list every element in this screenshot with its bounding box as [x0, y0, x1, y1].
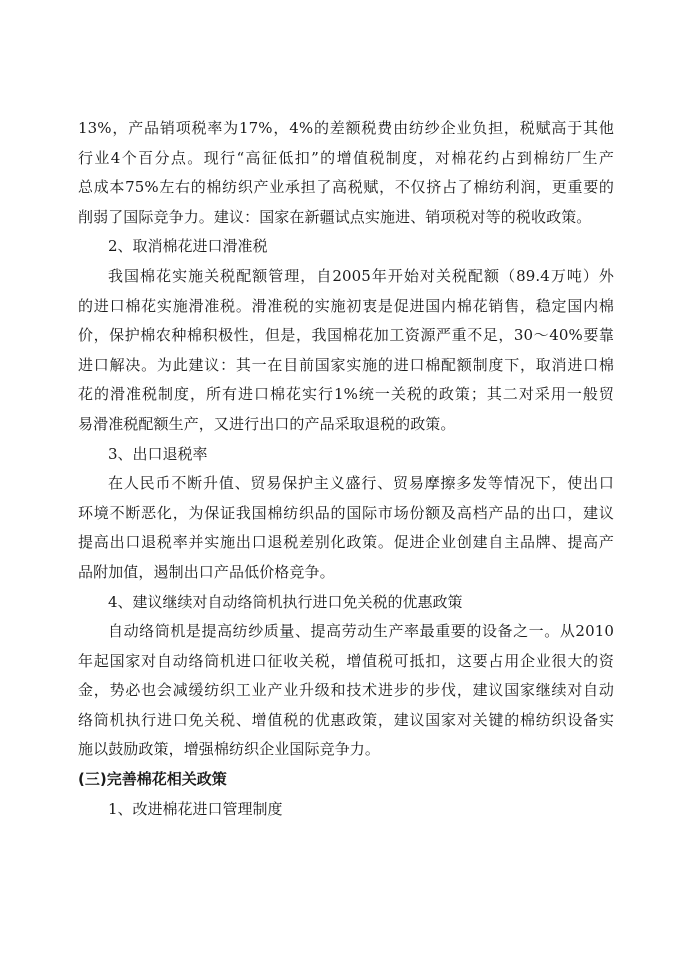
subsection-heading: 3、出口退税率: [108, 444, 208, 463]
subsection-heading: 2、取消棉花进口滑准税: [108, 237, 268, 256]
paragraph-line: 的进口棉花实施滑准税。滑准税的实施初衷是促进国内棉花销售，稳定国内棉: [78, 296, 614, 315]
paragraph-line: 环境不断恶化，为保证我国棉纺织品的国际市场份额及高档产品的出口，建议: [78, 503, 614, 522]
paragraph-last-line: 施以鼓励政策，增强棉纺织企业国际竞争力。: [78, 740, 381, 759]
paragraph-line: 花的滑准税制度，所有进口棉花实行1%统一关税的政策；其二对采用一般贸: [78, 385, 614, 404]
document-body: [78, 114, 614, 824]
paragraph-line: 价，保护棉农种棉积极性，但是，我国棉花加工资源严重不足，30～40%要靠: [78, 326, 614, 345]
paragraph-last-line: 削弱了国际竞争力。建议：国家在新疆试点实施进、销项税对等的税收政策。: [78, 207, 592, 226]
paragraph-line: 络筒机执行进口免关税、增值税的优惠政策，建议国家对关键的棉纺织设备实: [78, 710, 614, 729]
paragraph-line: 进口解决。为此建议：其一在目前国家实施的进口棉配额制度下，取消进口棉: [78, 355, 614, 374]
paragraph-line: 年起国家对自动络筒机进口征收关税，增值税可抵扣，这要占用企业很大的资: [78, 651, 614, 670]
paragraph-line: 提高出口退税率并实施出口退税差别化政策。促进企业创建自主品牌、提高产: [78, 533, 614, 552]
paragraph-first-line: 在人民币不断升值、贸易保护主义盛行、贸易摩擦多发等情况下，使出口: [108, 474, 614, 493]
section-heading: (三)完善棉花相关政策: [78, 770, 227, 789]
paragraph-last-line: 易滑准税配额生产，又进行出口的产品采取退税的政策。: [78, 414, 456, 433]
paragraph-line: 行业4个百分点。现行“高征低扣”的增值税制度，对棉花约占到棉纺厂生产: [78, 148, 614, 167]
paragraph-first-line: 自动络筒机是提高纺纱质量、提高劳动生产率最重要的设备之一。从2010: [108, 622, 614, 641]
paragraph-line: 金，势必也会减缓纺织工业产业升级和技术进步的步伐，建议国家继续对自动: [78, 681, 614, 700]
subsection-heading: 1、改进棉花进口管理制度: [108, 799, 283, 818]
paragraph-last-line: 品附加值，遏制出口产品低价格竞争。: [78, 562, 335, 581]
subsection-heading: 4、建议继续对自动络筒机执行进口免关税的优惠政策: [108, 592, 463, 611]
paragraph-line: 13%，产品销项税率为17%，4%的差额税费由纺纱企业负担，税赋高于其他: [78, 119, 614, 137]
paragraph-line: 总成本75%左右的棉纺织产业承担了高税赋，不仅挤占了棉纺利润，更重要的: [78, 178, 614, 197]
paragraph-first-line: 我国棉花实施关税配额管理，自2005年开始对关税配额（89.4万吨）外: [108, 266, 614, 285]
